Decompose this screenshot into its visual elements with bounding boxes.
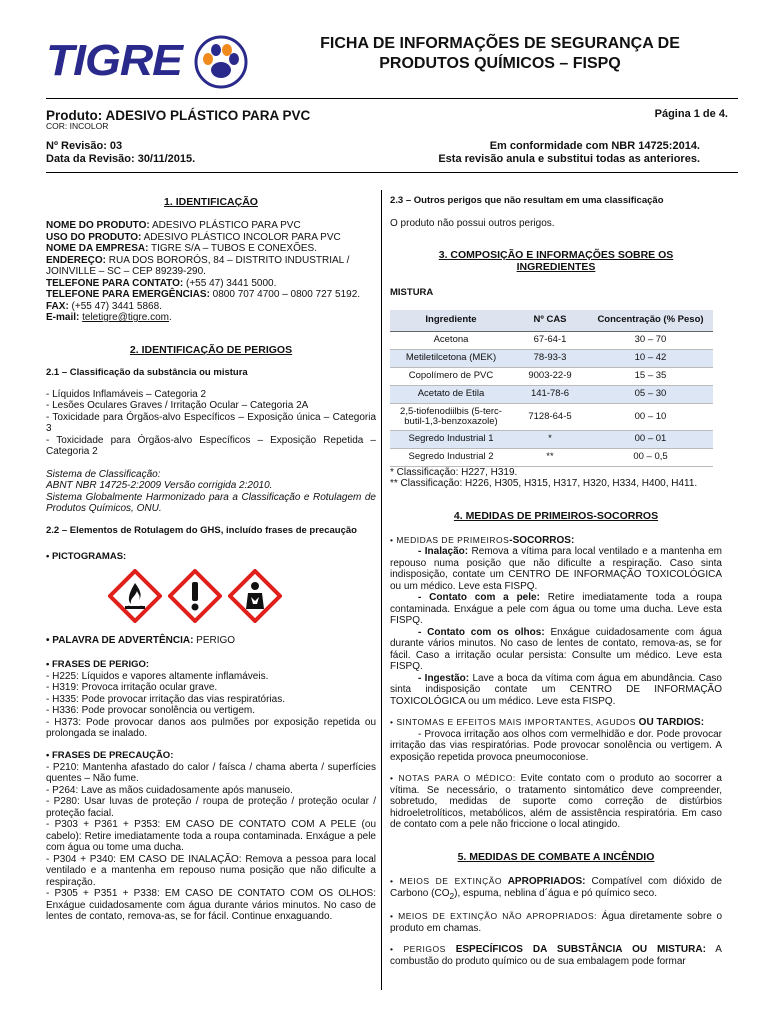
first-aid-item (390, 627, 722, 673)
pictograms-label: • PICTOGRAMAS: (46, 551, 127, 563)
extinguish-appropriate-bold: APROPRIADOS: (502, 876, 586, 888)
id-value: ADESIVO PLÁSTICO INCOLOR PARA PVC (141, 231, 341, 243)
extinguish-appropriate-text-2: ), espuma, neblina d´água e pó químico seco. (454, 887, 658, 899)
doctor-notes-block (390, 773, 722, 831)
hazard-phrase: - H319: Provoca irritação ocular grave. (46, 682, 218, 694)
exclamation-pictogram-icon (168, 569, 222, 623)
mixture-label: MISTURA (390, 286, 434, 298)
first-aid-item (390, 546, 722, 592)
right-column (390, 196, 722, 967)
ingredient-cell: Segredo Industrial 1 (390, 431, 512, 449)
first-aid-text: Enxágue cuidadosamente com água durante vários minutos. No caso de lentes de contato, remova-as, se for fácil. Caso a irritação ocular persista: Consulte um médico. Leve esta FISPQ. (390, 626, 722, 673)
precaution-phrase: - P280: Usar luvas de proteção / roupa de proteção / proteção ocular / proteção facial. (46, 796, 376, 819)
symptoms-heading (390, 717, 722, 729)
revision-date: Data da Revisão: 30/11/2015. (46, 153, 196, 165)
section-4-title: 4. MEDIDAS DE PRIMEIROS-SOCORROS (453, 509, 659, 522)
cas-cell: 67-64-1 (512, 332, 588, 350)
id-label: TELEFONE PARA EMERGÊNCIAS: (46, 289, 210, 301)
table-header-row (390, 310, 713, 331)
first-aid-text: Retire imediatamente toda a roupa contaminada. Enxágue a pele com água ou tome uma ducha. Leve esta FISPQ. (390, 592, 722, 627)
id-row (46, 232, 376, 244)
subsection-2-1: 2.1 – Classificação da substância ou mistura (46, 366, 248, 378)
hazard-class: - Líquidos Inflamáveis – Categoria 2 (46, 388, 207, 400)
extinguish-inappropriate-text (390, 911, 722, 934)
first-aid-block (390, 535, 722, 708)
id-label: TELEFONE PARA CONTATO: (46, 277, 184, 289)
email-link[interactable]: teletigre@tigre.com (82, 312, 169, 324)
document-title (262, 34, 738, 74)
id-label: ENDEREÇO: (46, 254, 107, 266)
system-line: ABNT NBR 14725-2:2009 Versão corrigida 2:2010. (46, 480, 273, 492)
concentration-cell: 30 – 70 (588, 332, 713, 350)
column-header: Nº CAS (512, 310, 588, 331)
symptoms-heading-sc: • SINTOMAS E EFEITOS MAIS IMPORTANTES, AGUDOS (390, 717, 636, 728)
concentration-cell: 00 – 01 (588, 431, 713, 449)
section-3-title-line-1: 3. COMPOSIÇÃO E INFORMAÇÕES SOBRE OS (438, 249, 674, 262)
first-aid-text: Remova a vítima para local ventilado e a mantenha em repouso numa posição que não dificulte a respiração. Caso sinta indisposição, contate um CENTRO DE INFORMAÇÃO TOXICOLÓGICA ou um médico. Leve esta FISPQ. (390, 546, 722, 592)
first-aid-label: - Contato com os olhos: (418, 626, 545, 638)
table-note-2: ** Classificação: H226, H305, H315, H317, H320, H334, H400, H411. (390, 478, 698, 490)
precaution-phrase: - P305 + P351 + P338: EM CASO DE CONTATO COM OS OLHOS: Enxágue cuidadosamente com água durante vários minutos. No caso de lentes de contato, remova-as, se for fácil. Continue enxaguando. (46, 888, 376, 923)
first-aid-item (390, 673, 722, 708)
co2-subscript: 2 (449, 890, 455, 901)
hazard-phrases (46, 671, 376, 740)
specific-hazards-text (390, 944, 722, 967)
logo-wordmark: TIGRE (46, 36, 182, 85)
first-aid-heading (390, 535, 722, 547)
id-value: RUA DOS BORORÓS, 84 – DISTRITO INDUSTRIAL / JOINVILLE – SC – CEP 89239-290. (46, 254, 350, 278)
revision-number: Nº Revisão: 03 (46, 140, 123, 152)
conformity-info (438, 140, 700, 166)
table-row (390, 386, 713, 404)
symptoms-block (390, 717, 722, 763)
extinguish-inappropriate-heading: • MEIOS DE EXTINÇÃO NÃO APROPRIADOS: (390, 911, 598, 922)
email-label: E-mail: (46, 312, 80, 324)
id-row (46, 243, 376, 255)
concentration-cell: 00 – 10 (588, 404, 713, 431)
signal-word-value: PERIGO (193, 635, 236, 647)
identification-block (46, 220, 376, 324)
precaution-phrase: - P264: Lave as mãos cuidadosamente após manuseio. (46, 784, 293, 796)
page-number: Página 1 de 4. (654, 108, 728, 120)
id-value: (+55 47) 3441 5868. (68, 300, 162, 312)
section-3-title-line-2: INGREDIENTES (516, 261, 596, 274)
classification-system (46, 469, 376, 515)
doctor-notes-text: Evite contato com o produto ao socorrer a vítima. Se necessário, o tratamento sintomático deve compreender, sobretudo, medidas de suporte como correção de distúrbios hidroeletrolíticos, metabólicos, além de assistência respiratória. Em caso de contato com a pele não friccione o local atingido. (390, 773, 722, 831)
ingredient-cell: Acetona (390, 332, 512, 350)
subsection-2-2: 2.2 – Elementos de Rotulagem do GHS, incluído frases de precaução (46, 524, 357, 536)
id-value: (+55 47) 3441 5000. (183, 277, 277, 289)
specific-hazards-bold: ESPECÍFICOS DA SUBSTÂNCIA OU MISTURA: (445, 944, 706, 956)
hazard-phrase: - H225: Líquidos e vapores altamente inflamáveis. (46, 670, 269, 682)
extinguish-appropriate-heading: • MEIOS DE EXTINÇÃO (390, 876, 503, 887)
column-header: Concentração (% Peso) (588, 310, 713, 331)
precaution-phrase: - P304 + P340: EM CASO DE INALAÇÃO: Remova a pessoa para local ventilado e a mantenha em repouso numa posição que não dificulte a respiração. (46, 853, 376, 888)
first-aid-label: - Ingestão: (418, 672, 470, 684)
ingredient-cell: Copolímero de PVC (390, 368, 512, 386)
extinguish-inappropriate (390, 911, 722, 934)
cas-cell: 7128-64-5 (512, 404, 588, 431)
precaution-phrase: - P210: Mantenha afastado do calor / faísca / chama aberta / superfícies quentes – Não fume. (46, 761, 376, 785)
hazard-class: - Lesões Oculares Graves / Irritação Ocular – Categoria 2A (46, 400, 309, 412)
section-2-title: 2. IDENTIFICAÇÃO DE PERIGOS (129, 343, 293, 356)
symptoms-heading-bold: OU TARDIOS: (635, 717, 705, 729)
first-aid-text: Lave a boca da vítima com água em abundância. Caso sinta indisposição contate um CENTRO DE INFORMAÇÃO TOXICOLÓGICA ou um médico. Leve esta FISPQ. (390, 672, 722, 707)
cas-cell: 9003-22-9 (512, 368, 588, 386)
specific-hazards-value: A combustão do produto químico ou de sua embalagem pode formar (390, 944, 722, 967)
flame-pictogram-icon (108, 569, 162, 623)
email-end: . (168, 312, 172, 324)
table-row (390, 368, 713, 386)
id-label: USO DO PRODUTO: (46, 231, 142, 243)
header-bottom-divider (46, 172, 738, 173)
cas-cell: * (512, 431, 588, 449)
paw-icon (192, 34, 250, 90)
table-row (390, 332, 713, 350)
symptoms-text: - Provoca irritação aos olhos com vermelhidão e dor. Pode provocar irritação das vias respiratórias. Pode provocar sonolência ou vertigem. A exposição repetida provoca pneumoconiose. (390, 728, 722, 763)
ingredients-table (390, 310, 713, 466)
hazard-classes (46, 389, 376, 458)
ingredient-cell: Metiletilcetona (MEK) (390, 350, 512, 368)
extinguish-inappropriate-value: Água diretamente sobre o produto em chamas. (390, 911, 722, 934)
precaution-phrases-title: • FRASES DE PRECAUÇÃO: (46, 749, 174, 761)
precaution-phrase: - P303 + P361 + P353: EM CASO DE CONTATO COM A PELE (ou cabelo): Retire imediatamente toda a roupa contaminada. Enxágue a pele com água ou tome uma ducha. (46, 819, 376, 854)
table-note-1: * Classificação: H227, H319. (390, 466, 518, 478)
id-row (46, 220, 376, 232)
hazard-class: - Toxicidade para Órgãos-alvo Específicos – Exposição única – Categoria 3 (46, 411, 376, 435)
section-3-title (390, 249, 722, 273)
left-column (46, 196, 376, 923)
id-value: ADESIVO PLÁSTICO PARA PVC (149, 220, 301, 232)
id-row (46, 278, 376, 290)
first-aid-label: - Inalação: (418, 546, 469, 558)
hazard-phrases-title: • FRASES DE PERIGO: (46, 658, 150, 670)
id-row (46, 289, 376, 301)
specific-hazards (390, 944, 722, 967)
precaution-phrases (46, 762, 376, 923)
column-divider (381, 190, 382, 990)
product-color: COR: INCOLOR (46, 121, 109, 131)
pictogram-row (108, 569, 376, 623)
doctor-notes (390, 773, 722, 831)
signal-word-label: • PALAVRA DE ADVERTÊNCIA: (46, 635, 194, 647)
doctor-notes-heading: • NOTAS PARA O MÉDICO: (390, 773, 516, 784)
concentration-cell: 10 – 42 (588, 350, 713, 368)
first-aid-label: - Contato com a pele: (418, 592, 540, 604)
signal-word (46, 635, 376, 647)
tigre-logo (46, 34, 266, 90)
ingredient-cell: Acetato de Etila (390, 386, 512, 404)
first-aid-item (390, 592, 722, 627)
other-hazards-text: O produto não possui outros perigos. (390, 217, 555, 229)
section-5-title: 5. MEDIDAS DE COMBATE A INCÊNDIO (457, 850, 655, 863)
section-1-title: 1. IDENTIFICAÇÃO (164, 196, 258, 208)
id-value: TIGRE S/A – TUBOS E CONEXÕES. (148, 243, 317, 255)
concentration-cell: 05 – 30 (588, 386, 713, 404)
hazard-phrase: - H373: Pode provocar danos aos pulmões por exposição repetida ou prolongada se inalado. (46, 716, 376, 740)
table-row (390, 350, 713, 368)
table-row (390, 449, 713, 467)
email-row (46, 312, 376, 324)
extinguish-appropriate-text-1: Compatível com dióxido de Carbono (CO (390, 876, 722, 899)
id-value: 0800 707 4700 – 0800 727 5192. (209, 289, 361, 301)
id-row (46, 255, 376, 278)
hazard-phrase: - H336: Pode provocar sonolência ou vertigem. (46, 705, 256, 717)
revision-notice: Esta revisão anula e substitui todas as anteriores. (438, 153, 700, 165)
system-line: Sistema de Classificação: (46, 468, 161, 480)
column-header: Ingrediente (390, 310, 512, 331)
first-aid-heading-bold: -SOCORROS: (509, 534, 575, 546)
hazard-phrase: - H335: Pode provocar irritação das vias respiratórias. (46, 693, 285, 705)
title-line-1: FICHA DE INFORMAÇÕES DE SEGURANÇA DE (320, 35, 680, 52)
id-row (46, 301, 376, 313)
first-aid-heading-sc: • MEDIDAS DE PRIMEIROS (390, 534, 510, 545)
table-row (390, 404, 713, 431)
cas-cell: 141-78-6 (512, 386, 588, 404)
ingredient-cell: Segredo Industrial 2 (390, 449, 512, 467)
specific-hazards-heading: • PERIGOS (390, 944, 446, 955)
system-line: Sistema Globalmente Harmonizado para a Classificação e Rotulagem de Produtos Químicos, ONU. (46, 491, 376, 515)
hazard-class: - Toxicidade para Órgãos-alvo Específicos – Exposição Repetida – Categoria 2 (46, 434, 376, 458)
extinguish-appropriate-text (390, 876, 722, 901)
cas-cell: 78-93-3 (512, 350, 588, 368)
ingredient-cell: 2,5-tiofenodiilbis (5-terc-butil-1,3-benzoxazole) (390, 404, 512, 431)
extinguish-appropriate (390, 876, 722, 901)
health-hazard-pictogram-icon (228, 569, 282, 623)
title-line-2: PRODUTOS QUÍMICOS – FISPQ (379, 55, 621, 72)
conformity-standard: Em conformidade com NBR 14725:2014. (489, 140, 700, 152)
table-row (390, 431, 713, 449)
concentration-cell: 00 – 0,5 (588, 449, 713, 467)
id-label: FAX: (46, 300, 69, 312)
subsection-2-3: 2.3 – Outros perigos que não resultam em uma classificação (390, 195, 664, 206)
revision-info (46, 140, 195, 166)
header-divider (46, 98, 738, 99)
cas-cell: ** (512, 449, 588, 467)
id-label: NOME DO PRODUTO: (46, 220, 150, 232)
product-name: Produto: ADESIVO PLÁSTICO PARA PVC (46, 108, 311, 123)
concentration-cell: 15 – 35 (588, 368, 713, 386)
id-label: NOME DA EMPRESA: (46, 243, 149, 255)
